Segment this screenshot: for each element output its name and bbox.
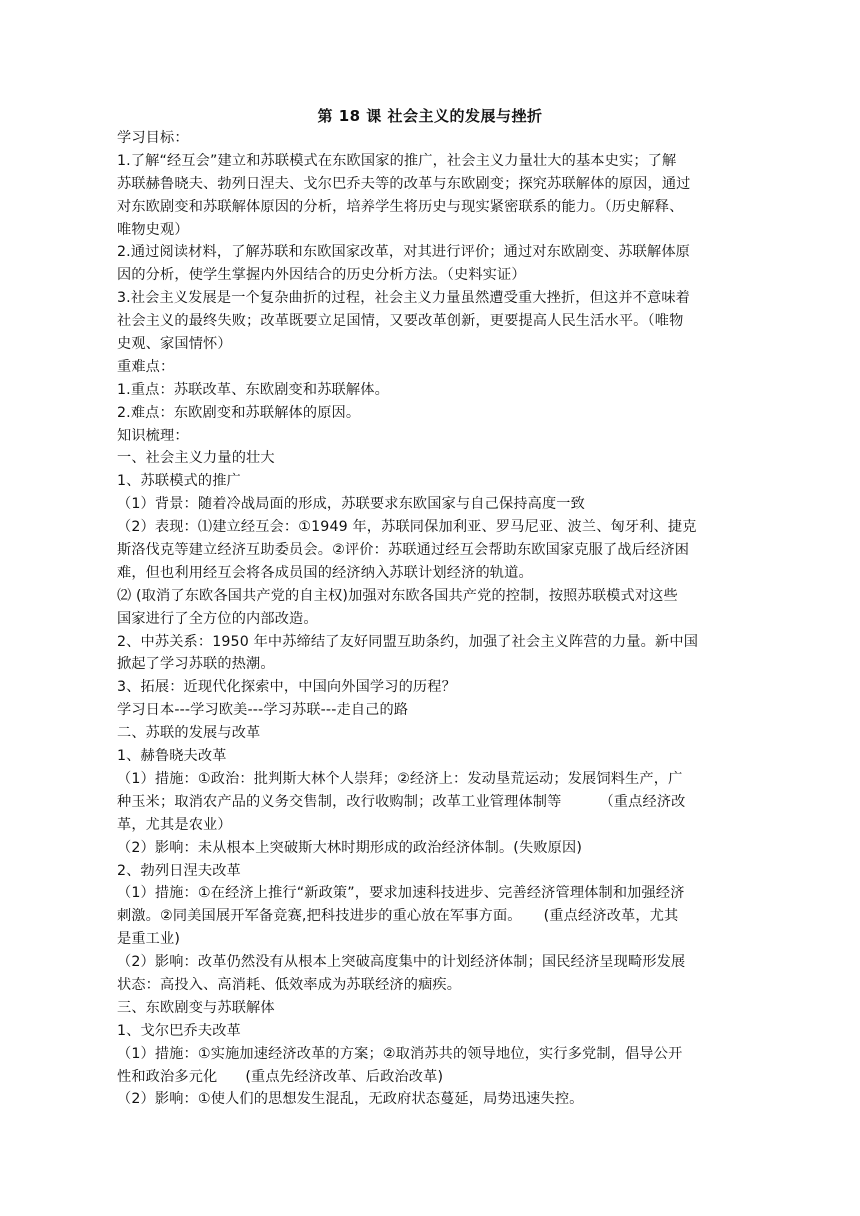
- paragraph-line: 唯物史观）: [117, 221, 189, 238]
- paragraph-line: [117, 1066, 747, 1089]
- paragraph-line: 1.重点：苏联改革、东欧剧变和苏联解体。: [117, 381, 389, 398]
- section-heading: 重难点：: [117, 358, 175, 375]
- paragraph-line: 状态：高投入、高消耗、低效率成为苏联经济的痼疾。: [117, 976, 462, 993]
- paragraph-line: （1）措施：①政治：批判斯大林个人崇拜；②经济上：发动垦荒运动；发展饲料生产，广: [117, 770, 683, 787]
- paragraph-line: 掀起了学习苏联的热潮。: [117, 656, 275, 673]
- paragraph-line: 苏联赫鲁晓夫、勃列日涅夫、戈尔巴乔夫等的改革与东欧剧变；探究苏联解体的原因，通过: [117, 175, 691, 192]
- paragraph-line: ⑵ (取消了东欧各国共产党的自主权)加强对东欧各国共产党的控制，按照苏联模式对这些: [117, 587, 678, 604]
- paragraph-line: 史观、家国情怀）: [117, 336, 232, 353]
- paragraph-line: [117, 791, 747, 814]
- paragraph-line: 3.社会主义发展是一个复杂曲折的过程，社会主义力量虽然遭受重大挫折，但这并不意味着: [117, 290, 691, 307]
- paragraph-line: 革，尤其是农业）: [117, 816, 232, 833]
- paragraph-line: 对东欧剧变和苏联解体原因的分析，培养学生将历史与现实紧密联系的能力。（历史解释、: [117, 198, 684, 215]
- paragraph-line: 3、拓展：近现代化探索中，中国向外国学习的历程？: [117, 679, 456, 696]
- paragraph-line: （2）影响：未从根本上突破斯大林时期形成的政治经济体制。(失败原因): [117, 839, 583, 856]
- subsection-heading: 1、苏联模式的推广: [117, 473, 241, 490]
- paragraph-line: 斯洛伐克等建立经济互助委员会。②评价：苏联通过经互会帮助东欧国家克服了战后经济困: [117, 542, 690, 559]
- paragraph-line: （1）措施：①在经济上推行“新政策”，要求加速科技进步、完善经济管理体制和加强经济: [117, 885, 685, 902]
- section-heading: 一、社会主义力量的壮大: [117, 450, 275, 467]
- paragraph-line: 因的分析，使学生掌握内外因结合的历史分析方法。（史料实证）: [117, 267, 526, 284]
- paragraph-line: 2.通过阅读材料，了解苏联和东欧国家改革，对其进行评价；通过对东欧剧变、苏联解体原: [117, 244, 691, 261]
- document-body: [117, 127, 747, 1111]
- annotation-text: (重点经济改革，尤其: [543, 908, 679, 925]
- paragraph-line: 2、中苏关系：1950 年中苏缔结了友好同盟互助条约，加强了社会主义阵营的力量。新中国: [117, 633, 699, 650]
- paragraph-line: 1.了解“经互会”建立和苏联模式在东欧国家的推广，社会主义力量壮大的基本史实；了解: [117, 152, 677, 169]
- paragraph-line: 国家进行了全方位的内部改造。: [117, 610, 318, 627]
- paragraph-line: （2）影响：改革仍然没有从根本上突破高度集中的计划经济体制；国民经济呈现畸形发展: [117, 954, 686, 971]
- paragraph-text: 刺激。②同美国展开军备竞赛,把科技进步的重心放在军事方面。: [117, 908, 522, 925]
- subsection-heading: 2、勃列日涅夫改革: [117, 862, 241, 879]
- paragraph-line: [117, 905, 747, 928]
- paragraph-line: 社会主义的最终失败；改革既要立足国情，又要改革创新，更要提高人民生活水平。（唯物: [117, 313, 684, 330]
- paragraph-line: 难，但也利用经互会将各成员国的经济纳入苏联计划经济的轨道。: [117, 564, 533, 581]
- section-heading: 二、苏联的发展与改革: [117, 725, 261, 742]
- paragraph-line: 学习日本---学习欧美---学习苏联---走自己的路: [117, 702, 409, 719]
- paragraph-line: （1）背景：随着冷战局面的形成，苏联要求东欧国家与自己保持高度一致: [117, 496, 585, 513]
- paragraph-line: （2）表现：⑴建立经互会：①1949 年，苏联同保加利亚、罗马尼亚、波兰、匈牙利、捷克: [117, 519, 697, 536]
- paragraph-text: 性和政治多元化: [117, 1068, 218, 1085]
- annotation-text: (重点先经济改革、后政治改革): [245, 1068, 444, 1085]
- section-heading: 学习目标：: [117, 130, 189, 146]
- paragraph-line: 2.难点：东欧剧变和苏联解体的原因。: [117, 404, 361, 421]
- paragraph-line: 是重工业): [117, 931, 181, 948]
- page-title: 第 18 课 社会主义的发展与挫折: [317, 107, 543, 125]
- paragraph-line: （1）措施：①实施加速经济改革的方案；②取消苏共的领导地位，实行多党制，倡导公开: [117, 1045, 683, 1062]
- section-heading: 三、东欧剧变与苏联解体: [117, 999, 275, 1016]
- subsection-heading: 1、赫鲁晓夫改革: [117, 748, 227, 765]
- subsection-heading: 1、戈尔巴乔夫改革: [117, 1022, 241, 1039]
- paragraph-text: 种玉米；取消农产品的义务交售制，改行收购制；改革工业管理体制等: [117, 793, 562, 810]
- section-heading: 知识梳理：: [117, 427, 189, 444]
- paragraph-line: （2）影响：①使人们的思想发生混乱，无政府状态蔓延，局势迅速失控。: [117, 1091, 584, 1108]
- annotation-text: （重点经济改: [599, 793, 686, 810]
